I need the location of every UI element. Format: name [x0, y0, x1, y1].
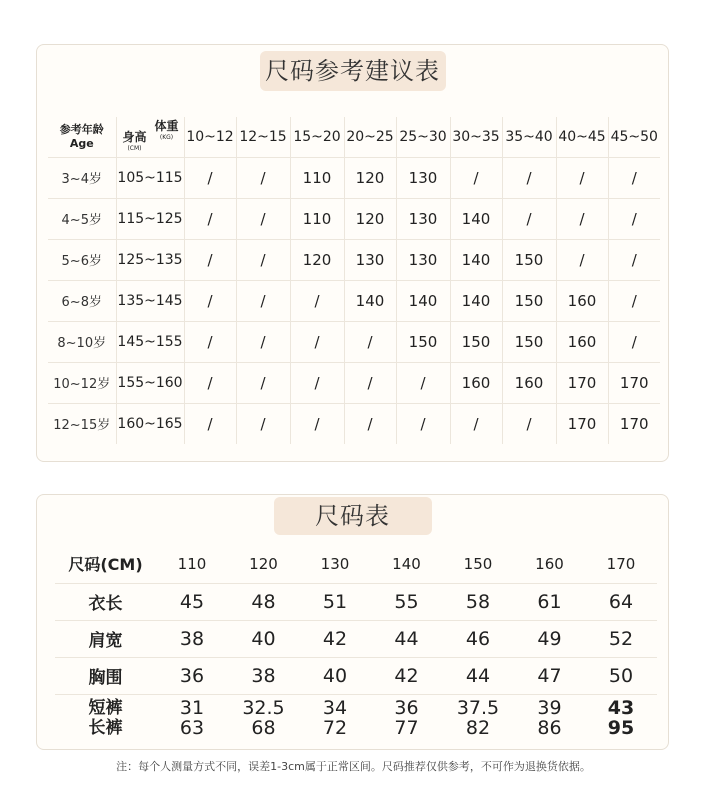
- size-header-cell: 120: [228, 545, 299, 583]
- size-cell: 150: [502, 280, 556, 321]
- age-cell: 12~15岁: [48, 403, 116, 444]
- age-header-en: Age: [69, 136, 94, 150]
- size-chart-title: 尺码表: [274, 497, 432, 535]
- pants-value: 77: [394, 717, 419, 740]
- shorts-value: 31: [179, 697, 205, 720]
- measurement-cell: 50: [585, 657, 657, 694]
- shorts-value: 43: [607, 697, 635, 720]
- age-cell: 6~8岁: [48, 280, 116, 321]
- measurement-cell: 52: [585, 620, 657, 657]
- pants-cell: [299, 694, 371, 740]
- pants-label: 长裤: [88, 718, 123, 739]
- age-cell: 4~5岁: [48, 198, 116, 239]
- recommendation-row: [48, 239, 660, 280]
- height-header: [123, 131, 147, 155]
- size-cell: 160: [556, 321, 608, 362]
- measurement-label: 衣长: [55, 583, 156, 620]
- size-cell: 170: [608, 362, 660, 403]
- size-cell: 170: [556, 362, 608, 403]
- size-cell: /: [556, 239, 608, 280]
- size-cell: /: [290, 403, 344, 444]
- height-header-label: 身高: [122, 130, 147, 144]
- measurement-cell: 38: [228, 657, 299, 694]
- weight-range-header: 35~40: [502, 117, 556, 157]
- size-cell: /: [184, 403, 236, 444]
- age-cell: 8~10岁: [48, 321, 116, 362]
- height-cell: 115~125: [116, 198, 184, 239]
- age-header-cn: 参考年龄: [59, 122, 104, 136]
- size-header-cell: 140: [371, 545, 442, 583]
- weight-header: [155, 120, 179, 144]
- size-cell: 160: [556, 280, 608, 321]
- measurement-cell: 61: [514, 583, 585, 620]
- size-cell: 130: [344, 239, 396, 280]
- pants-cell: [228, 694, 299, 740]
- size-cell: /: [290, 280, 344, 321]
- size-cell: 160: [502, 362, 556, 403]
- recommendation-header-row: [48, 117, 660, 157]
- size-cell: 150: [502, 321, 556, 362]
- size-cell: /: [236, 362, 290, 403]
- pants-cell: [585, 694, 657, 740]
- size-cell: /: [396, 362, 450, 403]
- measurement-cell: 64: [585, 583, 657, 620]
- size-chart-table: [55, 545, 657, 740]
- size-header-cell: 160: [514, 545, 585, 583]
- size-cell: /: [502, 198, 556, 239]
- measurement-cell: 42: [299, 620, 371, 657]
- size-cell: 120: [290, 239, 344, 280]
- weight-range-header: 12~15: [236, 117, 290, 157]
- shorts-value: 34: [322, 697, 348, 720]
- height-cell: 155~160: [116, 362, 184, 403]
- size-cell: /: [450, 157, 502, 198]
- size-cell: /: [608, 280, 660, 321]
- measurement-row: [55, 620, 657, 657]
- age-cell: 5~6岁: [48, 239, 116, 280]
- size-cell: 130: [396, 157, 450, 198]
- shorts-label: 短裤: [88, 698, 123, 719]
- pants-cell: [156, 694, 228, 740]
- height-cell: 125~135: [116, 239, 184, 280]
- size-header-label: 尺码(CM): [55, 545, 156, 583]
- height-cell: 145~155: [116, 321, 184, 362]
- measurement-cell: 36: [156, 657, 228, 694]
- size-cell: 150: [396, 321, 450, 362]
- recommendation-row: [48, 157, 660, 198]
- measurement-cell: 47: [514, 657, 585, 694]
- size-cell: /: [236, 321, 290, 362]
- measurement-label: 胸围: [55, 657, 156, 694]
- size-cell: 170: [619, 414, 649, 433]
- size-cell: 140: [450, 239, 502, 280]
- size-chart-header-row: [55, 545, 657, 583]
- size-cell: 140: [450, 198, 502, 239]
- size-cell: /: [184, 239, 236, 280]
- measurement-cell: 58: [442, 583, 514, 620]
- age-header-cell: [48, 117, 116, 157]
- size-cell: 170: [556, 403, 608, 444]
- shorts-value: 37.5: [456, 697, 500, 720]
- pants-cell: [514, 694, 585, 740]
- size-cell: 120: [344, 198, 396, 239]
- size-cell: /: [290, 321, 344, 362]
- shorts-value: 39: [537, 697, 562, 720]
- pants-cell: [442, 694, 514, 740]
- age-cell: 3~4岁: [48, 157, 116, 198]
- size-cell: /: [502, 403, 556, 444]
- size-header-cell: 150: [442, 545, 514, 583]
- size-cell: /: [236, 198, 290, 239]
- size-cell: /: [236, 403, 290, 444]
- size-header-cell: 130: [299, 545, 371, 583]
- size-cell: /: [556, 198, 608, 239]
- measurement-cell: 46: [442, 620, 514, 657]
- weight-range-header: 40~45: [556, 117, 608, 157]
- measurement-cell: 55: [371, 583, 442, 620]
- recommendation-row: [48, 403, 660, 444]
- measurement-cell: 40: [299, 657, 371, 694]
- size-cell: 110: [290, 198, 344, 239]
- size-cell: /: [556, 157, 608, 198]
- pants-value: 63: [179, 717, 205, 740]
- size-cell: 140: [396, 280, 450, 321]
- size-cell: /: [450, 403, 502, 444]
- size-cell: /: [184, 280, 236, 321]
- size-cell: /: [184, 321, 236, 362]
- height-cell: 105~115: [116, 157, 184, 198]
- pants-cell: [371, 694, 442, 740]
- size-cell: /: [502, 157, 556, 198]
- height-cell: 160~165: [116, 403, 184, 444]
- measurement-cell: 49: [514, 620, 585, 657]
- measurement-cell: 45: [156, 583, 228, 620]
- measurement-cell: 51: [299, 583, 371, 620]
- shorts-value: 32.5: [242, 697, 285, 720]
- size-cell: /: [236, 239, 290, 280]
- size-cell: /: [290, 362, 344, 403]
- weight-header-unit: (KG): [159, 134, 174, 141]
- weight-range-header: 45~50: [608, 117, 660, 157]
- size-cell: 130: [396, 198, 450, 239]
- height-cell: 135~145: [116, 280, 184, 321]
- pants-label-cell: [55, 694, 156, 740]
- measurement-cell: 42: [371, 657, 442, 694]
- size-header-cell: 110: [156, 545, 228, 583]
- size-cell: /: [184, 198, 236, 239]
- pants-value: 86: [537, 717, 562, 740]
- size-cell: /: [344, 403, 396, 444]
- size-cell: 120: [344, 157, 396, 198]
- measurement-cell: 48: [228, 583, 299, 620]
- size-cell: /: [344, 321, 396, 362]
- measurement-cell: 40: [228, 620, 299, 657]
- size-cell: /: [608, 198, 660, 239]
- pants-value: 82: [465, 717, 491, 740]
- size-cell: 150: [450, 321, 502, 362]
- recommendation-row: [48, 362, 660, 403]
- measurement-row: [55, 583, 657, 620]
- size-header-cell: 170: [585, 545, 657, 583]
- pants-value: 68: [251, 717, 276, 740]
- measurement-label: 肩宽: [55, 620, 156, 657]
- recommendation-row: [48, 280, 660, 321]
- size-cell: /: [608, 239, 660, 280]
- size-cell: /: [184, 362, 236, 403]
- weight-range-header: 30~35: [450, 117, 502, 157]
- weight-range-header: 10~12: [184, 117, 236, 157]
- size-chart-card: [36, 494, 669, 750]
- size-cell: 130: [396, 239, 450, 280]
- size-cell: /: [396, 403, 450, 444]
- shorts-value: 36: [394, 697, 419, 720]
- size-cell: /: [608, 321, 660, 362]
- weight-range-header: 25~30: [396, 117, 450, 157]
- measurement-cell: 38: [156, 620, 228, 657]
- recommendation-table: [48, 117, 660, 444]
- size-cell: 140: [344, 280, 396, 321]
- pants-value: 72: [322, 717, 348, 740]
- size-cell: /: [184, 157, 236, 198]
- weight-header-label: 体重: [154, 119, 179, 133]
- recommendation-row: [48, 198, 660, 239]
- size-cell: /: [236, 280, 290, 321]
- measurement-row: [55, 657, 657, 694]
- height-header-unit: (CM): [127, 145, 142, 152]
- measurement-cell: 44: [371, 620, 442, 657]
- pants-row: [55, 694, 657, 740]
- size-cell: /: [236, 157, 290, 198]
- age-cell: 10~12岁: [48, 362, 116, 403]
- weight-range-header: 20~25: [344, 117, 396, 157]
- recommendation-title: 尺码参考建议表: [260, 51, 446, 91]
- size-recommendation-card: [36, 44, 669, 462]
- pants-value: 95: [607, 717, 635, 740]
- size-cell: 140: [450, 280, 502, 321]
- size-cell: /: [608, 157, 660, 198]
- height-weight-header-cell: [116, 117, 184, 157]
- size-cell: 110: [290, 157, 344, 198]
- weight-range-header: 15~20: [290, 117, 344, 157]
- size-cell: 160: [450, 362, 502, 403]
- recommendation-row: [48, 321, 660, 362]
- measurement-cell: 44: [442, 657, 514, 694]
- disclaimer-note: 注：每个人测量方式不同，误差1-3cm属于正常区间。尺码推荐仅供参考，不可作为退换货依据。: [116, 760, 591, 773]
- size-cell: /: [344, 362, 396, 403]
- size-cell: 150: [502, 239, 556, 280]
